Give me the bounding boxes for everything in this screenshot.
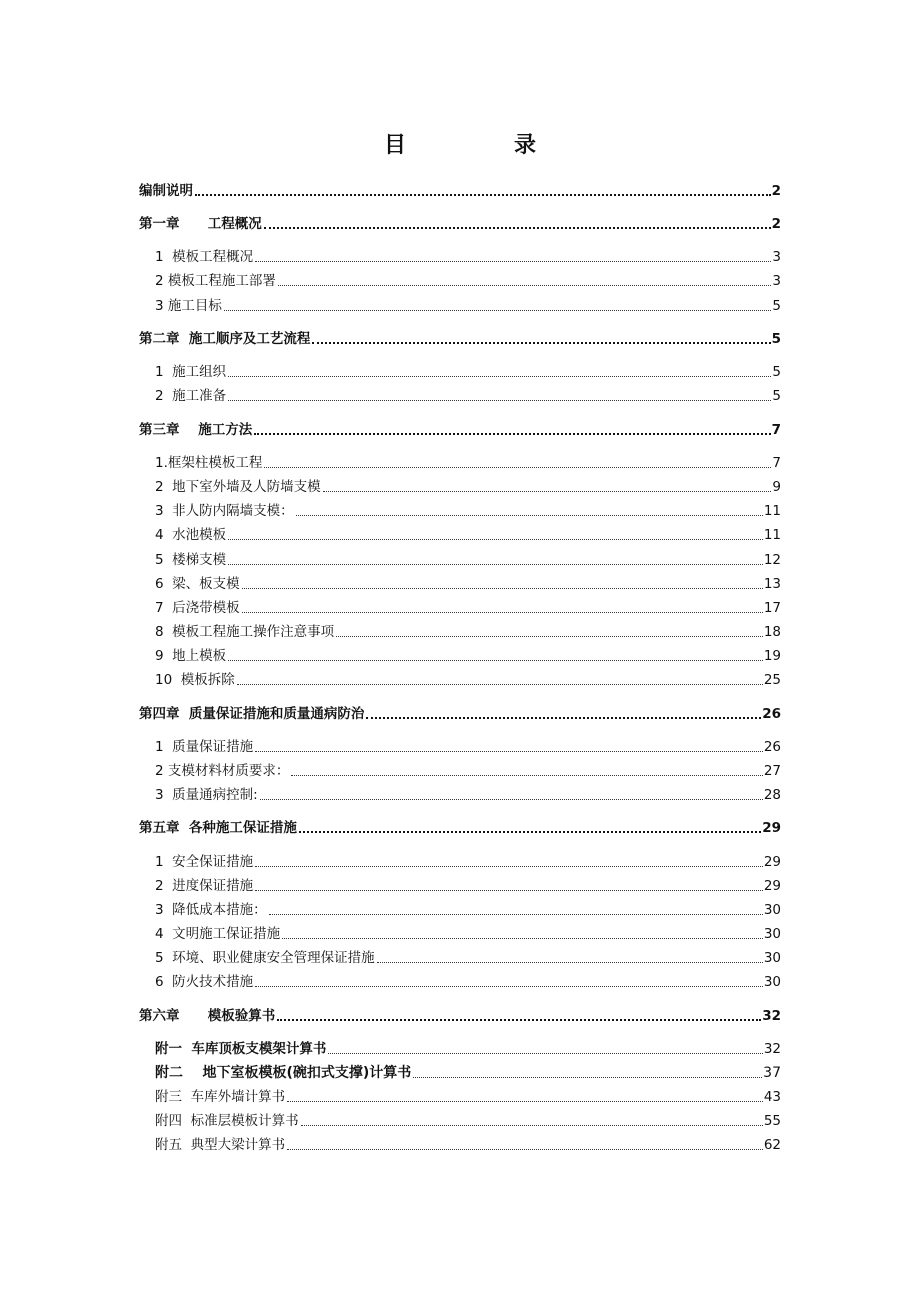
toc-entry-label: 3 降低成本措施： [155, 902, 267, 918]
toc-entry-label: 6 梁、板支模 [155, 576, 240, 592]
toc-entry-label: 2 施工准备 [155, 388, 227, 404]
toc-entry-page: 29 [763, 878, 781, 894]
toc-entry-label: 7 后浇带模板 [155, 600, 240, 616]
toc-leader-dots [278, 285, 772, 286]
toc-leader-dots [228, 660, 763, 661]
toc-leader-dots [228, 376, 771, 377]
toc-entry-label: 第三章 施工方法 [139, 422, 253, 438]
toc-entry-page: 25 [763, 672, 781, 688]
toc-entry[interactable] [155, 622, 781, 642]
toc-entry[interactable] [155, 525, 781, 545]
toc-entry[interactable] [155, 1135, 781, 1155]
toc-entry-label: 编制说明 [139, 183, 193, 199]
toc-entry-label: 10 模板拆除 [155, 672, 235, 688]
toc-entry-label: 2 支模材料材质要求： [155, 763, 290, 779]
toc-entry[interactable] [155, 386, 781, 406]
toc-entry-label: 1 施工组织 [155, 364, 227, 380]
toc-entry-label: 4 文明施工保证措施 [155, 926, 281, 942]
toc-entry-label: 2 模板工程施工部署 [155, 273, 276, 289]
toc-leader-dots [255, 261, 771, 262]
toc-entry-page: 3 [772, 249, 781, 265]
toc-entry[interactable] [155, 271, 781, 291]
toc-entry-page: 3 [772, 273, 781, 289]
toc-leader-dots [264, 467, 771, 468]
toc-entry-page: 37 [763, 1065, 781, 1081]
toc-entry[interactable] [139, 181, 781, 201]
toc-leader-dots [237, 684, 763, 685]
toc-entry[interactable] [155, 296, 781, 316]
toc-entry-page: 2 [771, 216, 781, 232]
toc-leader-dots [299, 831, 761, 833]
toc-leader-dots [323, 491, 772, 492]
toc-leader-dots [242, 612, 763, 613]
toc-entry[interactable] [139, 329, 781, 349]
toc-entry-page: 43 [763, 1089, 781, 1105]
toc-entry-page: 5 [772, 364, 781, 380]
toc-leader-dots [413, 1077, 762, 1078]
toc-entry[interactable] [155, 646, 781, 666]
toc-entry-label: 第四章 质量保证措施和质量通病防治 [139, 706, 365, 722]
toc-entry-page: 32 [763, 1041, 781, 1057]
toc-leader-dots [224, 310, 772, 311]
toc-entry-page: 30 [763, 950, 781, 966]
toc-entry[interactable] [155, 737, 781, 757]
toc-entry-page: 7 [771, 422, 781, 438]
toc-entry-page: 32 [762, 1008, 781, 1024]
toc-leader-dots [336, 636, 763, 637]
toc-entry[interactable] [155, 948, 781, 968]
toc-entry-label: 第二章 施工顺序及工艺流程 [139, 331, 311, 347]
toc-entry-page: 12 [763, 552, 781, 568]
toc-leader-dots [301, 1125, 763, 1126]
toc-title-char-1: 目 [384, 133, 407, 158]
toc-leader-dots [228, 539, 763, 540]
toc-leader-dots [328, 1053, 762, 1054]
toc-entry-page: 11 [763, 527, 781, 543]
toc-entry-page: 28 [763, 787, 781, 803]
toc-leader-dots [287, 1101, 763, 1102]
toc-entry[interactable] [139, 214, 781, 234]
toc-leader-dots [228, 564, 763, 565]
toc-entry-label: 第六章 模板验算书 [139, 1008, 276, 1024]
toc-entry[interactable] [155, 1087, 781, 1107]
toc-entry[interactable] [139, 1006, 781, 1026]
toc-entry-label: 8 模板工程施工操作注意事项 [155, 624, 335, 640]
toc-leader-dots [312, 342, 770, 344]
toc-entry-page: 29 [762, 820, 781, 836]
toc-entry-label: 附二 地下室板模板(碗扣式支撑)计算书 [155, 1065, 412, 1081]
toc-entry-page: 27 [763, 763, 781, 779]
toc-entry[interactable] [139, 704, 781, 724]
toc-entry-page: 5 [772, 388, 781, 404]
toc-entry-label: 1 模板工程概况 [155, 249, 254, 265]
toc-entry-label: 附四 标准层模板计算书 [155, 1113, 299, 1129]
toc-leader-dots [255, 866, 763, 867]
toc-entry-page: 62 [763, 1137, 781, 1153]
toc-leader-dots [287, 1149, 763, 1150]
toc-entry-page: 26 [763, 739, 781, 755]
toc-entry-label: 5 楼梯支模 [155, 552, 227, 568]
toc-entry-label: 第五章 各种施工保证措施 [139, 820, 297, 836]
toc-entry-page: 17 [763, 600, 781, 616]
toc-entry-label: 4 水池模板 [155, 527, 227, 543]
toc-entry-label: 附三 车库外墙计算书 [155, 1089, 286, 1105]
toc-entry[interactable] [139, 818, 781, 838]
toc-entry-page: 19 [763, 648, 781, 664]
toc-entry[interactable] [155, 362, 781, 382]
toc-entry-label: 6 防火技术措施 [155, 974, 254, 990]
toc-entry-page: 26 [762, 706, 781, 722]
toc-leader-dots [228, 400, 771, 401]
toc-entry-label: 3 施工目标 [155, 298, 222, 314]
toc-entry-page: 5 [772, 298, 781, 314]
toc-leader-dots [377, 962, 763, 963]
toc-entry[interactable] [155, 1111, 781, 1131]
toc-entry[interactable] [155, 761, 781, 781]
toc-entry[interactable] [155, 876, 781, 896]
toc-entry[interactable] [155, 1063, 781, 1083]
toc-leader-dots [254, 433, 770, 435]
toc-leader-dots [255, 751, 763, 752]
toc-entry[interactable] [155, 1039, 781, 1059]
toc-entry[interactable] [155, 670, 781, 690]
toc-leader-dots [269, 914, 763, 915]
toc-entry[interactable] [155, 574, 781, 594]
toc-title [0, 128, 920, 164]
toc-entry-label: 附一 车库顶板支模架计算书 [155, 1041, 327, 1057]
toc-leader-dots [282, 938, 763, 939]
toc-entry-page: 30 [763, 974, 781, 990]
toc-leader-dots [255, 986, 763, 987]
toc-entry-page: 2 [771, 183, 781, 199]
toc-entry[interactable] [155, 972, 781, 992]
toc-entry[interactable] [155, 453, 781, 473]
toc-entry-page: 30 [763, 902, 781, 918]
toc-leader-dots [277, 1019, 761, 1021]
toc-entry-label: 9 地上模板 [155, 648, 227, 664]
toc-entry[interactable] [155, 247, 781, 267]
toc-entry-page: 18 [763, 624, 781, 640]
toc-entry-label: 第一章 工程概况 [139, 216, 262, 232]
toc-leader-dots [291, 775, 762, 776]
toc-entry-page: 5 [771, 331, 781, 347]
toc-entry-label: 1.框架柱模板工程 [155, 455, 263, 471]
toc-entry[interactable] [155, 900, 781, 920]
toc-entry[interactable] [139, 420, 781, 440]
toc-entry-page: 7 [772, 455, 781, 471]
toc-entry-label: 附五 典型大梁计算书 [155, 1137, 286, 1153]
toc-entry-page: 29 [763, 854, 781, 870]
toc-leader-dots [296, 515, 763, 516]
toc-entry[interactable] [155, 550, 781, 570]
toc-leader-dots [260, 799, 763, 800]
toc-entry-page: 30 [763, 926, 781, 942]
toc-entry-page: 13 [763, 576, 781, 592]
toc-title-char-2: 录 [514, 133, 537, 158]
toc-entry[interactable] [155, 785, 781, 805]
toc-entry-label: 3 非人防内隔墙支模： [155, 503, 294, 519]
toc-entry[interactable] [155, 924, 781, 944]
toc-leader-dots [255, 890, 763, 891]
toc-entry[interactable] [155, 598, 781, 618]
toc-leader-dots [242, 588, 763, 589]
toc-entry-page: 11 [763, 503, 781, 519]
toc-leader-dots [195, 194, 771, 196]
toc-leader-dots [366, 717, 761, 719]
toc-entry-label: 2 进度保证措施 [155, 878, 254, 894]
toc-entry-page: 55 [763, 1113, 781, 1129]
toc-entry-label: 1 安全保证措施 [155, 854, 254, 870]
toc-entry-label: 5 环境、职业健康安全管理保证措施 [155, 950, 375, 966]
toc-leader-dots [264, 227, 771, 229]
toc-entry[interactable] [155, 501, 781, 521]
toc-entry[interactable] [155, 852, 781, 872]
toc-entry-page: 9 [772, 479, 781, 495]
toc-entry-label: 1 质量保证措施 [155, 739, 254, 755]
toc-entry-label: 3 质量通病控制: [155, 787, 258, 803]
toc-entry-label: 2 地下室外墙及人防墙支模 [155, 479, 321, 495]
toc-entry[interactable] [155, 477, 781, 497]
